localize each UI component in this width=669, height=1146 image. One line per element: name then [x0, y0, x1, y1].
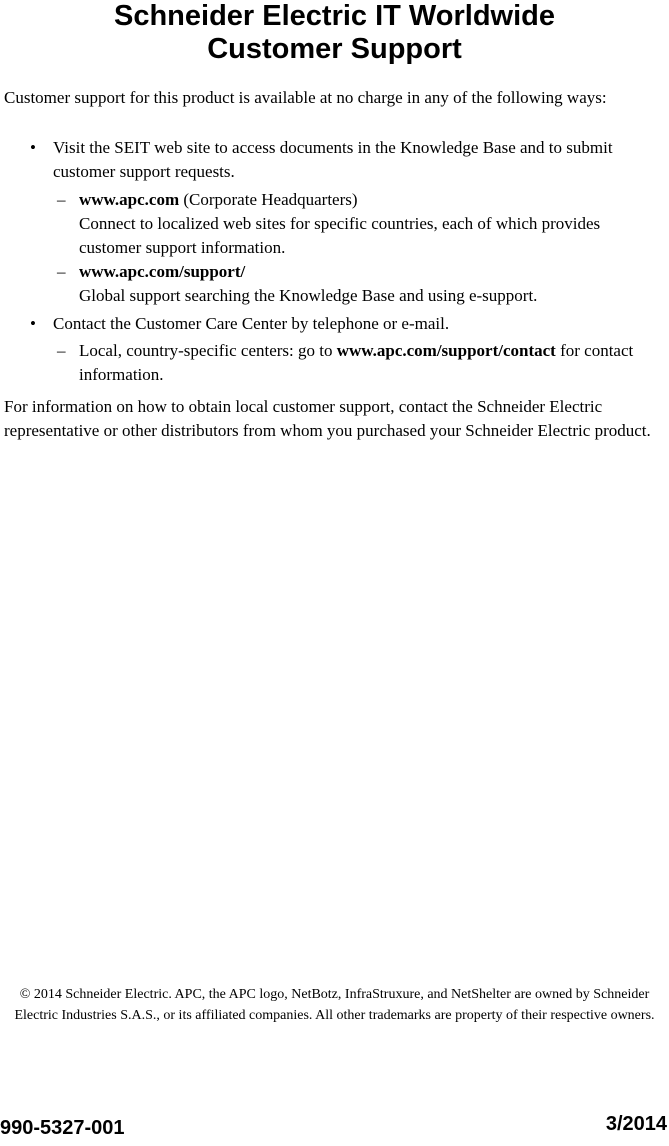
sub-item-body [79, 260, 664, 308]
apc-home-link[interactable]: www.apc.com [79, 190, 180, 209]
apc-contact-link[interactable]: www.apc.com/support/contact [336, 341, 556, 360]
document-date: 3/2014 [605, 1113, 667, 1135]
sub-item-body [79, 188, 664, 260]
page-title-line-2: Customer Support [207, 33, 462, 65]
list-item-text: Visit the SEIT web site to access documents in the Knowledge Base and to submit customer support requests. [53, 138, 613, 181]
apc-support-link[interactable]: www.apc.com/support/ [79, 262, 246, 281]
sub-item-description: Connect to localized web sites for specific countries, each of which provides customer support information. [79, 214, 601, 257]
page-title [0, 0, 669, 66]
sub-item-description: Global support searching the Knowledge Base and using e-support. [79, 286, 538, 305]
dash-glyph: – [57, 190, 66, 209]
document-number: 990-5327-001 [0, 1117, 125, 1139]
dash-glyph: – [57, 341, 66, 360]
copyright-notice: © 2014 Schneider Electric. APC, the APC logo, NetBotz, InfraStruxure, and NetShelter are owned by Schneider Electric Industries S.A.S., or its affiliated companies. All other trademarks are property of their respective owners. [14, 987, 655, 1023]
sub-item-body [79, 339, 664, 387]
bullet-glyph: • [30, 314, 36, 333]
bullet-glyph: • [30, 138, 36, 157]
list-item-text: Contact the Customer Care Center by telephone or e-mail. [53, 314, 450, 333]
page-title-line-1: Schneider Electric IT Worldwide [113, 0, 556, 32]
sub-item-lead: Local, country-specific centers: go to [79, 341, 337, 360]
intro-paragraph: Customer support for this product is available at no charge in any of the following ways: [4, 88, 607, 107]
link-note: (Corporate Headquarters) [179, 190, 358, 209]
outro-paragraph: For information on how to obtain local customer support, contact the Schneider Electric representative or other distributors from whom you purchased your Schneider Electric product. [4, 397, 651, 440]
dash-glyph: – [57, 262, 66, 281]
sub-item-tail: for contact information. [79, 341, 634, 384]
